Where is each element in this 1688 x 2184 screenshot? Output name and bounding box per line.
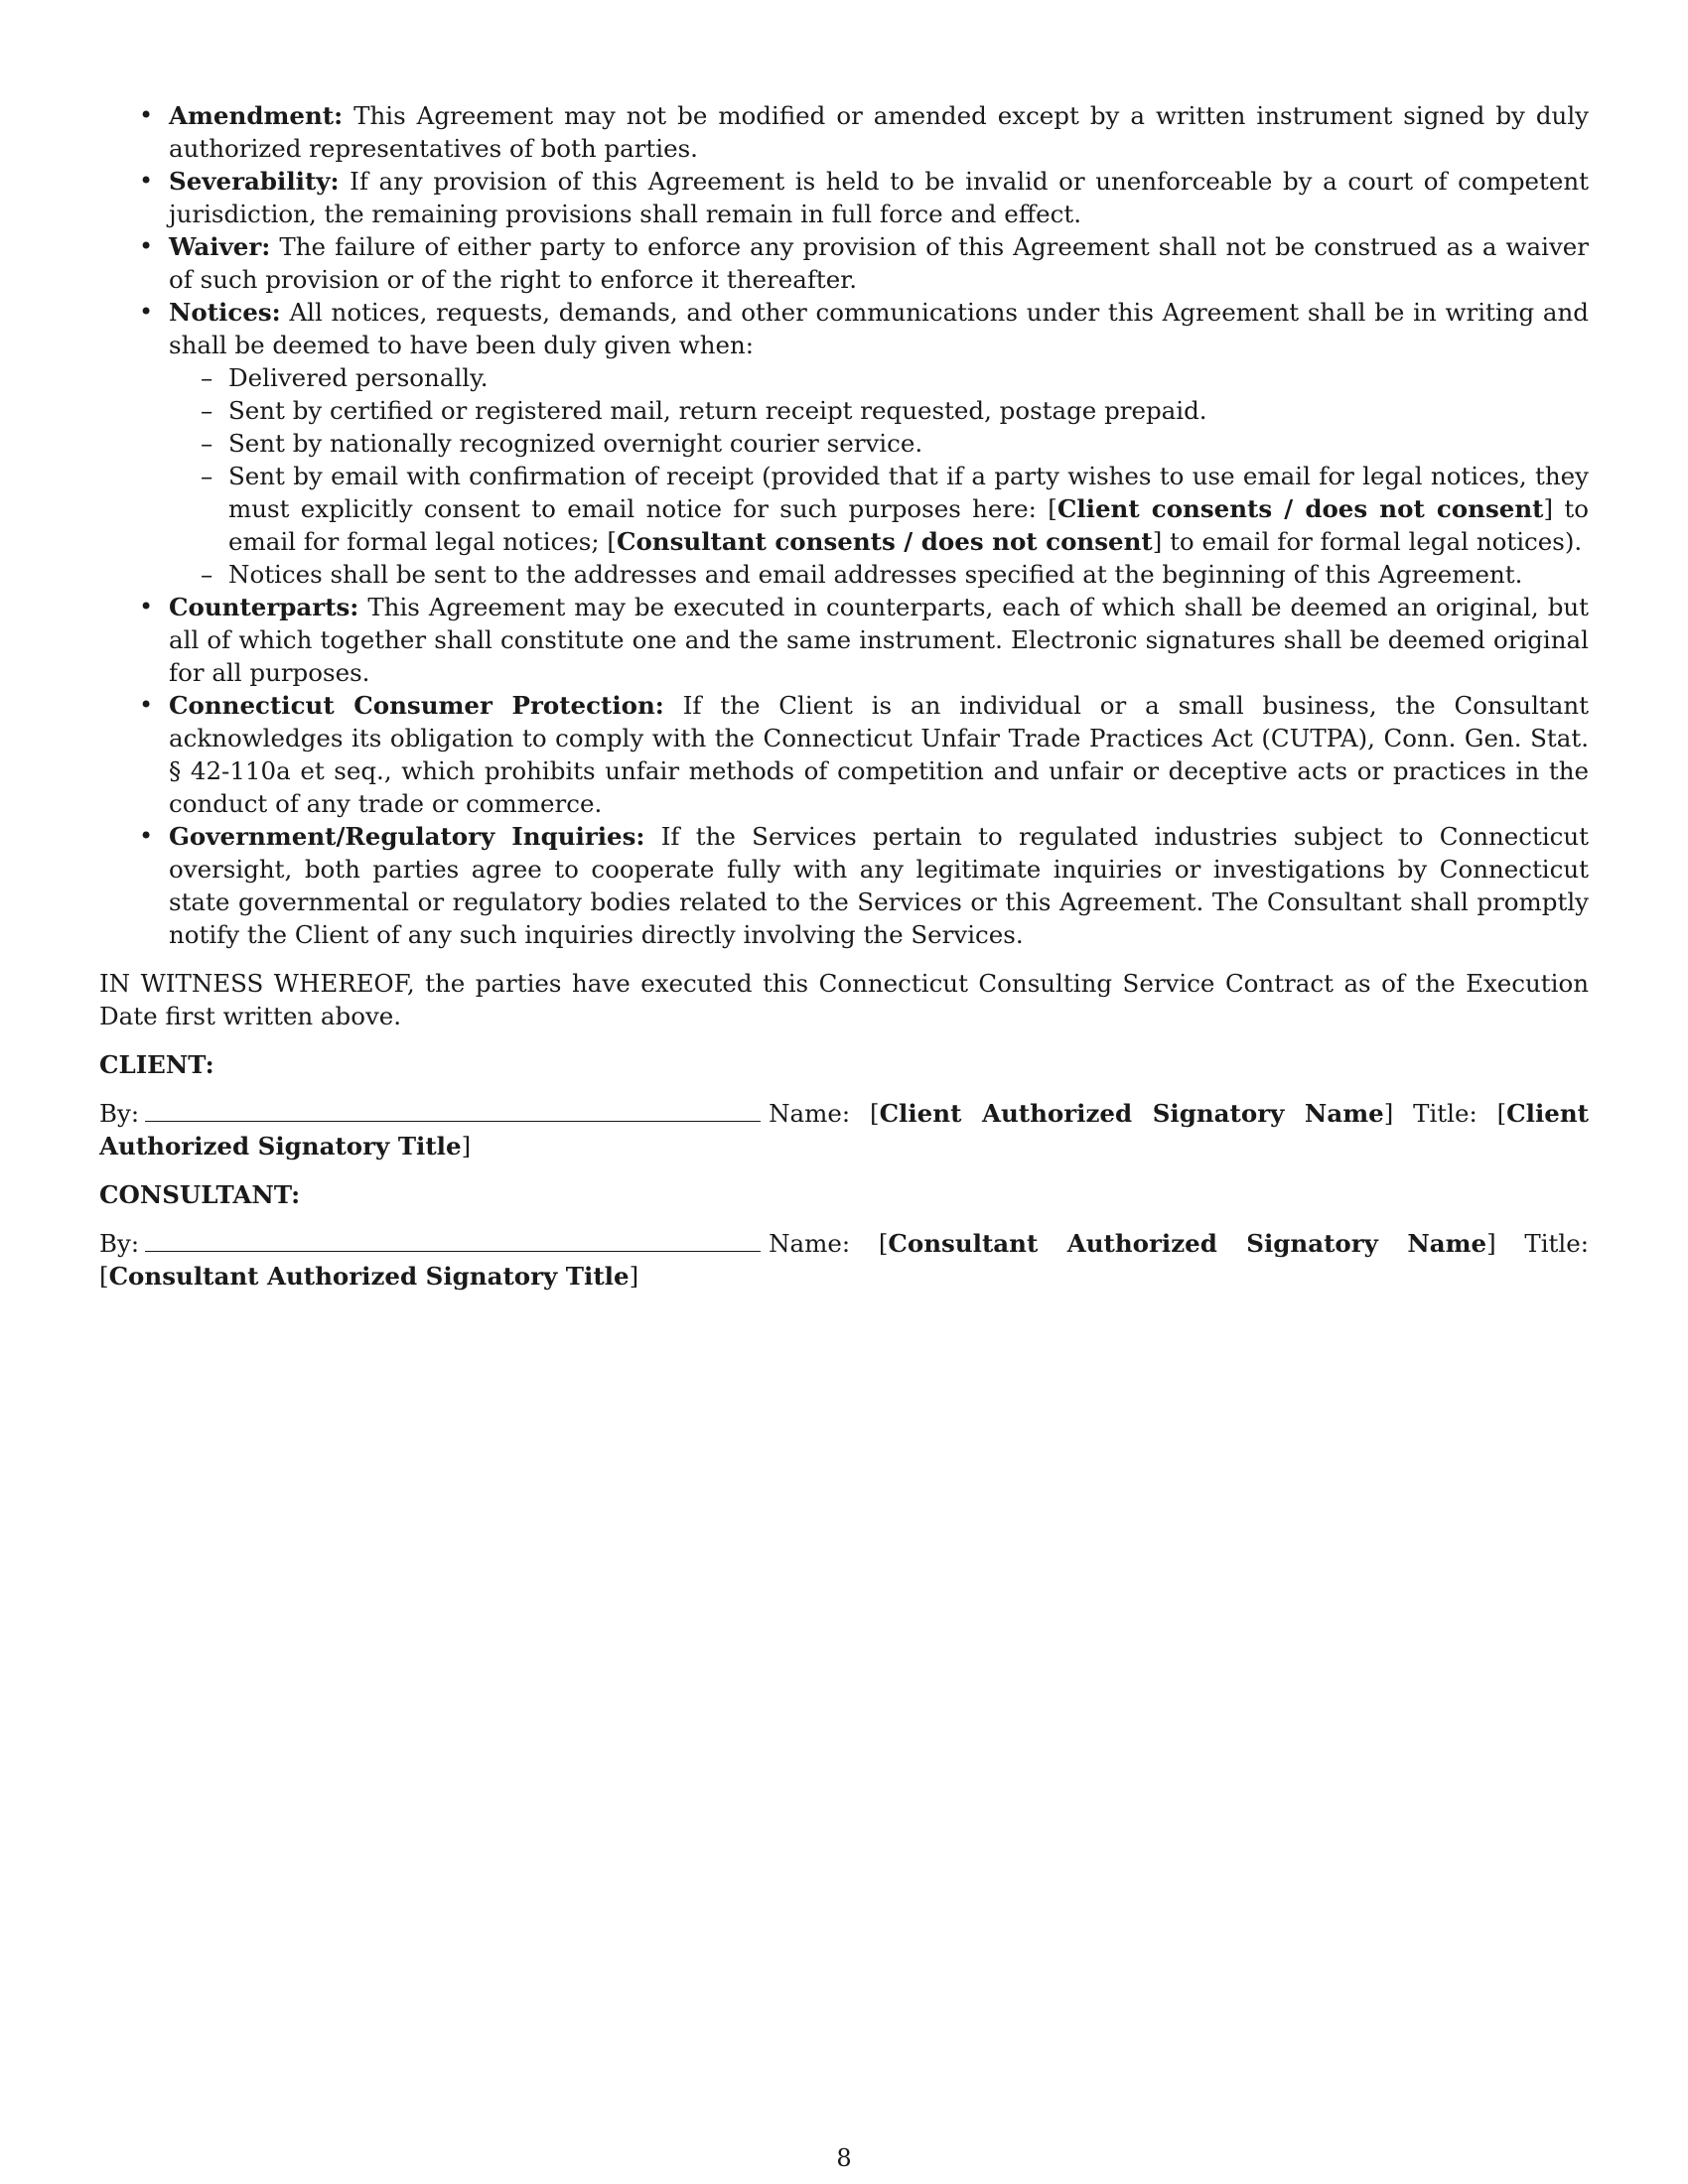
witness-paragraph: IN WITNESS WHEREOF, the parties have executed this Connecticut Consulting Service Contract as of the Execution Date first written above.	[99, 969, 1589, 1030]
clause-counterparts	[99, 591, 1589, 689]
clause-text: If any provision of this Agreement is held to be invalid or unenforceable by a court of competent jurisdiction, the remaining provisions shall remain in full force and effect.	[169, 167, 1590, 228]
clause-consumer-protection	[99, 689, 1589, 820]
notices-item-email	[169, 460, 1589, 558]
client-heading: CLIENT:	[99, 1050, 214, 1079]
clause-text: The failure of either party to enforce any provision of this Agreement shall not be construed as a waiver of such provision or of the right to enforce it thereafter.	[169, 232, 1589, 294]
clause-list	[99, 99, 1589, 951]
by-label: By:	[99, 1099, 140, 1128]
clause-label: Connecticut Consumer Protection:	[169, 691, 664, 720]
clause-text: This Agreement may be executed in counterparts, each of which shall be deemed an original, but all of which together shall constitute one and the same instrument. Electronic signatures shall be deemed original for all purposes.	[169, 593, 1589, 687]
notices-item: – Sent by nationally recognized overnight courier service.	[169, 427, 1589, 460]
clause-notices	[99, 296, 1589, 591]
document-page	[99, 99, 1589, 1293]
notices-item: – Delivered personally.	[169, 361, 1589, 394]
clause-text: If the Services pertain to regulated industries subject to Connecticut oversight, both parties agree to cooperate fully with any legitimate inquiries or investigations by Connecticut state governmental or regulatory bodies related to the Services or this Agreement. The Consultant shall promptly notify the Client of any such inquiries directly involving the Services.	[169, 822, 1589, 949]
consultant-signature-line[interactable]	[145, 1229, 761, 1252]
clause-severability	[99, 165, 1589, 230]
by-label: By:	[99, 1229, 140, 1258]
notices-sublist	[169, 361, 1589, 591]
client-signatory-name: Client Authorized Signatory Name	[879, 1099, 1384, 1128]
clause-regulatory-inquiries	[99, 820, 1589, 951]
name-label: Name: [	[769, 1229, 889, 1258]
clause-text: If the Client is an individual or a small business, the Consultant acknowledges its obligation to comply with the Connecticut Unfair Trade Practices Act (CUTPA), Conn. Gen. Stat. § 42-110a et seq., which prohibits unfair methods of competition and unfair or deceptive acts or practices in the conduct of any trade or commerce.	[169, 691, 1590, 818]
bracket-close: ]	[461, 1132, 472, 1160]
notices-item: – Sent by certified or registered mail, return receipt requested, postage prepaid.	[169, 394, 1589, 427]
title-label: ] Title: [	[1383, 1099, 1507, 1128]
page-number: 8	[836, 2144, 852, 2172]
clause-label: Counterparts:	[169, 593, 359, 621]
consultant-signatory-name: Consultant Authorized Signatory Name	[888, 1229, 1487, 1258]
clause-waiver	[99, 230, 1589, 296]
client-signature-line[interactable]	[145, 1099, 761, 1122]
clause-label: Severability:	[169, 167, 340, 196]
clause-label: Government/Regulatory Inquiries:	[169, 822, 645, 851]
bracket-close: ]	[629, 1262, 639, 1291]
consultant-heading: CONSULTANT:	[99, 1180, 301, 1209]
name-label: Name: [	[769, 1099, 880, 1128]
client-consent-option: Client consents / does not consent	[1056, 494, 1544, 523]
consultant-consent-option: Consultant consents / does not consent	[616, 527, 1153, 556]
notices-text: Sent by email with confirmation of receipt (provided that if a party wishes to use email for legal notices, they must explicitly consent to email notice for such purposes here: [	[228, 462, 1589, 523]
consultant-signature-block	[99, 1227, 1589, 1293]
clause-amendment	[99, 99, 1589, 165]
client-signature-block	[99, 1097, 1589, 1162]
clause-label: Waiver:	[169, 232, 271, 261]
notices-text: ] to email for formal legal notices).	[1152, 527, 1583, 556]
client-signatory-title: Client Authorized Signatory Title	[99, 1099, 1589, 1160]
notices-text: ] to email for formal legal notices; [	[228, 494, 1589, 556]
clause-text: This Agreement may not be modified or amended except by a written instrument signed by duly authorized representatives of both parties.	[169, 101, 1589, 163]
consultant-signatory-title: Consultant Authorized Signatory Title	[108, 1262, 630, 1291]
notices-item: – Notices shall be sent to the addresses and email addresses specified at the beginning of this Agreement.	[169, 558, 1589, 591]
clause-label: Notices:	[169, 298, 281, 327]
title-label: ] Title: [	[99, 1229, 1589, 1291]
clause-label: Amendment:	[169, 101, 344, 130]
clause-text: All notices, requests, demands, and other communications under this Agreement shall be in writing and shall be deemed to have been duly given when:	[169, 298, 1589, 359]
